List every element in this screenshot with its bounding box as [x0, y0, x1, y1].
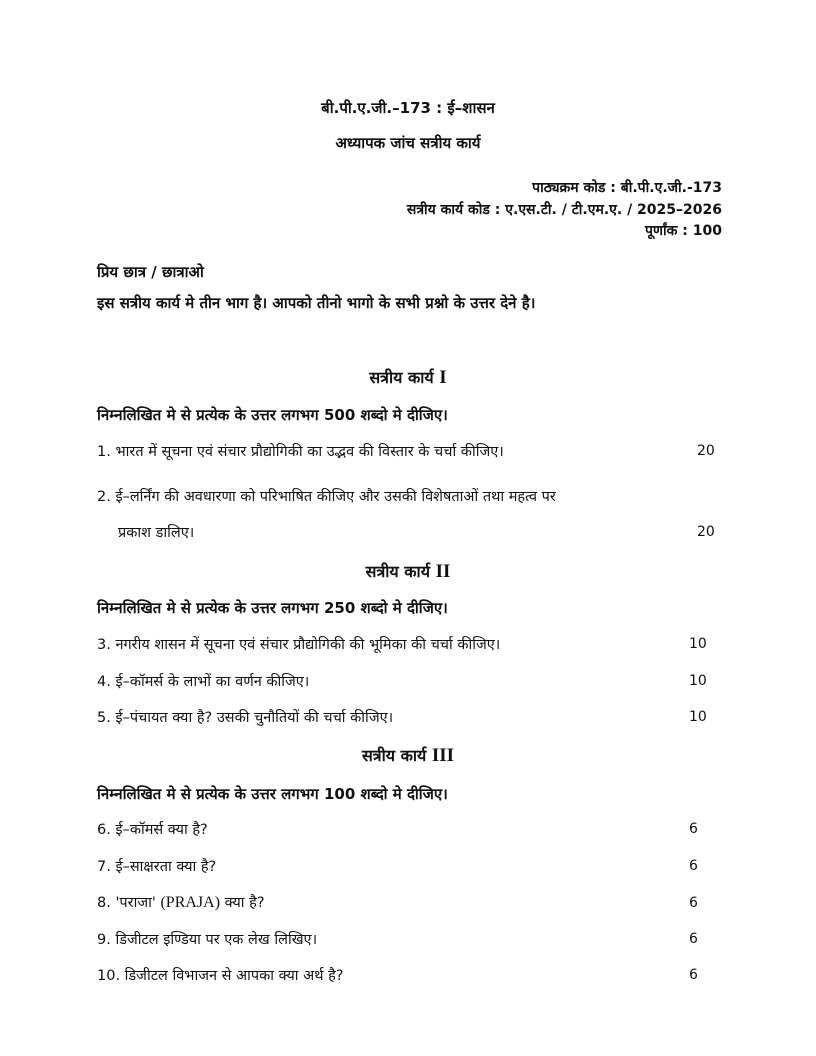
general-instruction: इस सत्रीय कार्य मे तीन भाग है। आपको तीनो भागो के सभी प्रश्नो के उत्तर देने है।	[97, 294, 536, 312]
section-instruction-2: निम्नलिखित मे से प्रत्येक के उत्तर लगभग 250 शब्दो मे दीजिए।	[97, 599, 448, 617]
question-9: 9. डिजीटल इण्डिया पर एक लेख लिखिए।	[97, 932, 318, 948]
section-heading-2	[0, 560, 816, 583]
course-code: पाठ्यक्रम कोड : बी.पी.ए.जी.-173	[532, 180, 722, 196]
question-8-prefix: 8. 'पराजा'	[97, 895, 161, 911]
salutation: प्रिय छात्र / छात्राओ	[97, 263, 204, 281]
section-heading-3	[0, 744, 816, 767]
section-heading-roman: I	[439, 367, 447, 388]
question-7: 7. ई–साक्षरता क्या है?	[97, 859, 217, 875]
max-marks: पूर्णांक : 100	[644, 223, 722, 239]
question-8-suffix: क्या है?	[220, 895, 265, 911]
question-marks-10: 6	[689, 967, 698, 983]
question-10: 10. डिजीटल विभाजन से आपका क्या अर्थ है?	[97, 968, 344, 984]
question-2: 2. ई–लर्निंग की अवधारणा को परिभाषित कीजिए और उसकी विशेषताओं तथा महत्व पर	[97, 489, 556, 505]
question-marks-9: 6	[689, 931, 698, 947]
question-marks-8: 6	[689, 895, 698, 911]
question-marks-7: 6	[689, 858, 698, 874]
question-marks-5: 10	[689, 709, 707, 725]
section-instruction-3: निम्नलिखित मे से प्रत्येक के उत्तर लगभग 100 शब्दो मे दीजिए।	[97, 785, 448, 803]
assignment-code: सत्रीय कार्य कोड : ए.एस.टी. / टी.एम.ए. / 2025–2026	[406, 202, 722, 218]
section-heading-text: सत्रीय कार्य	[369, 368, 434, 387]
section-heading-roman: II	[435, 561, 451, 582]
section-heading-text: सत्रीय कार्य	[365, 562, 430, 581]
page-subtitle: अध्यापक जांच सत्रीय कार्य	[335, 134, 481, 152]
question-3: 3. नगरीय शासन में सूचना एवं संचार प्रौद्योगिकी की भूमिका की चर्चा कीजिए।	[97, 637, 501, 653]
section-heading-roman: III	[431, 745, 455, 766]
question-1: 1. भारत में सूचना एवं संचार प्रौद्योगिकी का उद्भव की विस्तार के चर्चा कीजिए।	[97, 444, 504, 460]
section-heading-text: सत्रीय कार्य	[361, 746, 427, 765]
question-marks-6: 6	[689, 821, 698, 837]
question-marks-1: 20	[697, 443, 715, 459]
section-heading-1	[0, 366, 816, 389]
section-instruction-1: निम्नलिखित मे से प्रत्येक के उत्तर लगभग 500 शब्दो मे दीजिए।	[97, 406, 448, 424]
question-marks-3: 10	[689, 636, 707, 652]
question-6: 6. ई–कॉमर्स क्या है?	[97, 822, 208, 838]
question-8-latin: (PRAJA)	[160, 894, 221, 911]
question-5: 5. ई–पंचायत क्या है? उसकी चुनौतियों की चर्चा कीजिए।	[97, 710, 394, 726]
question-2-continued: प्रकाश डालिए।	[118, 525, 195, 541]
page-title: बी.पी.ए.जी.–173 : ई–शासन	[321, 99, 495, 117]
question-8	[97, 892, 265, 912]
question-marks-2: 20	[697, 524, 715, 540]
question-marks-4: 10	[689, 673, 707, 689]
question-4: 4. ई–कॉमर्स के लाभों का वर्णन कीजिए।	[97, 674, 310, 690]
